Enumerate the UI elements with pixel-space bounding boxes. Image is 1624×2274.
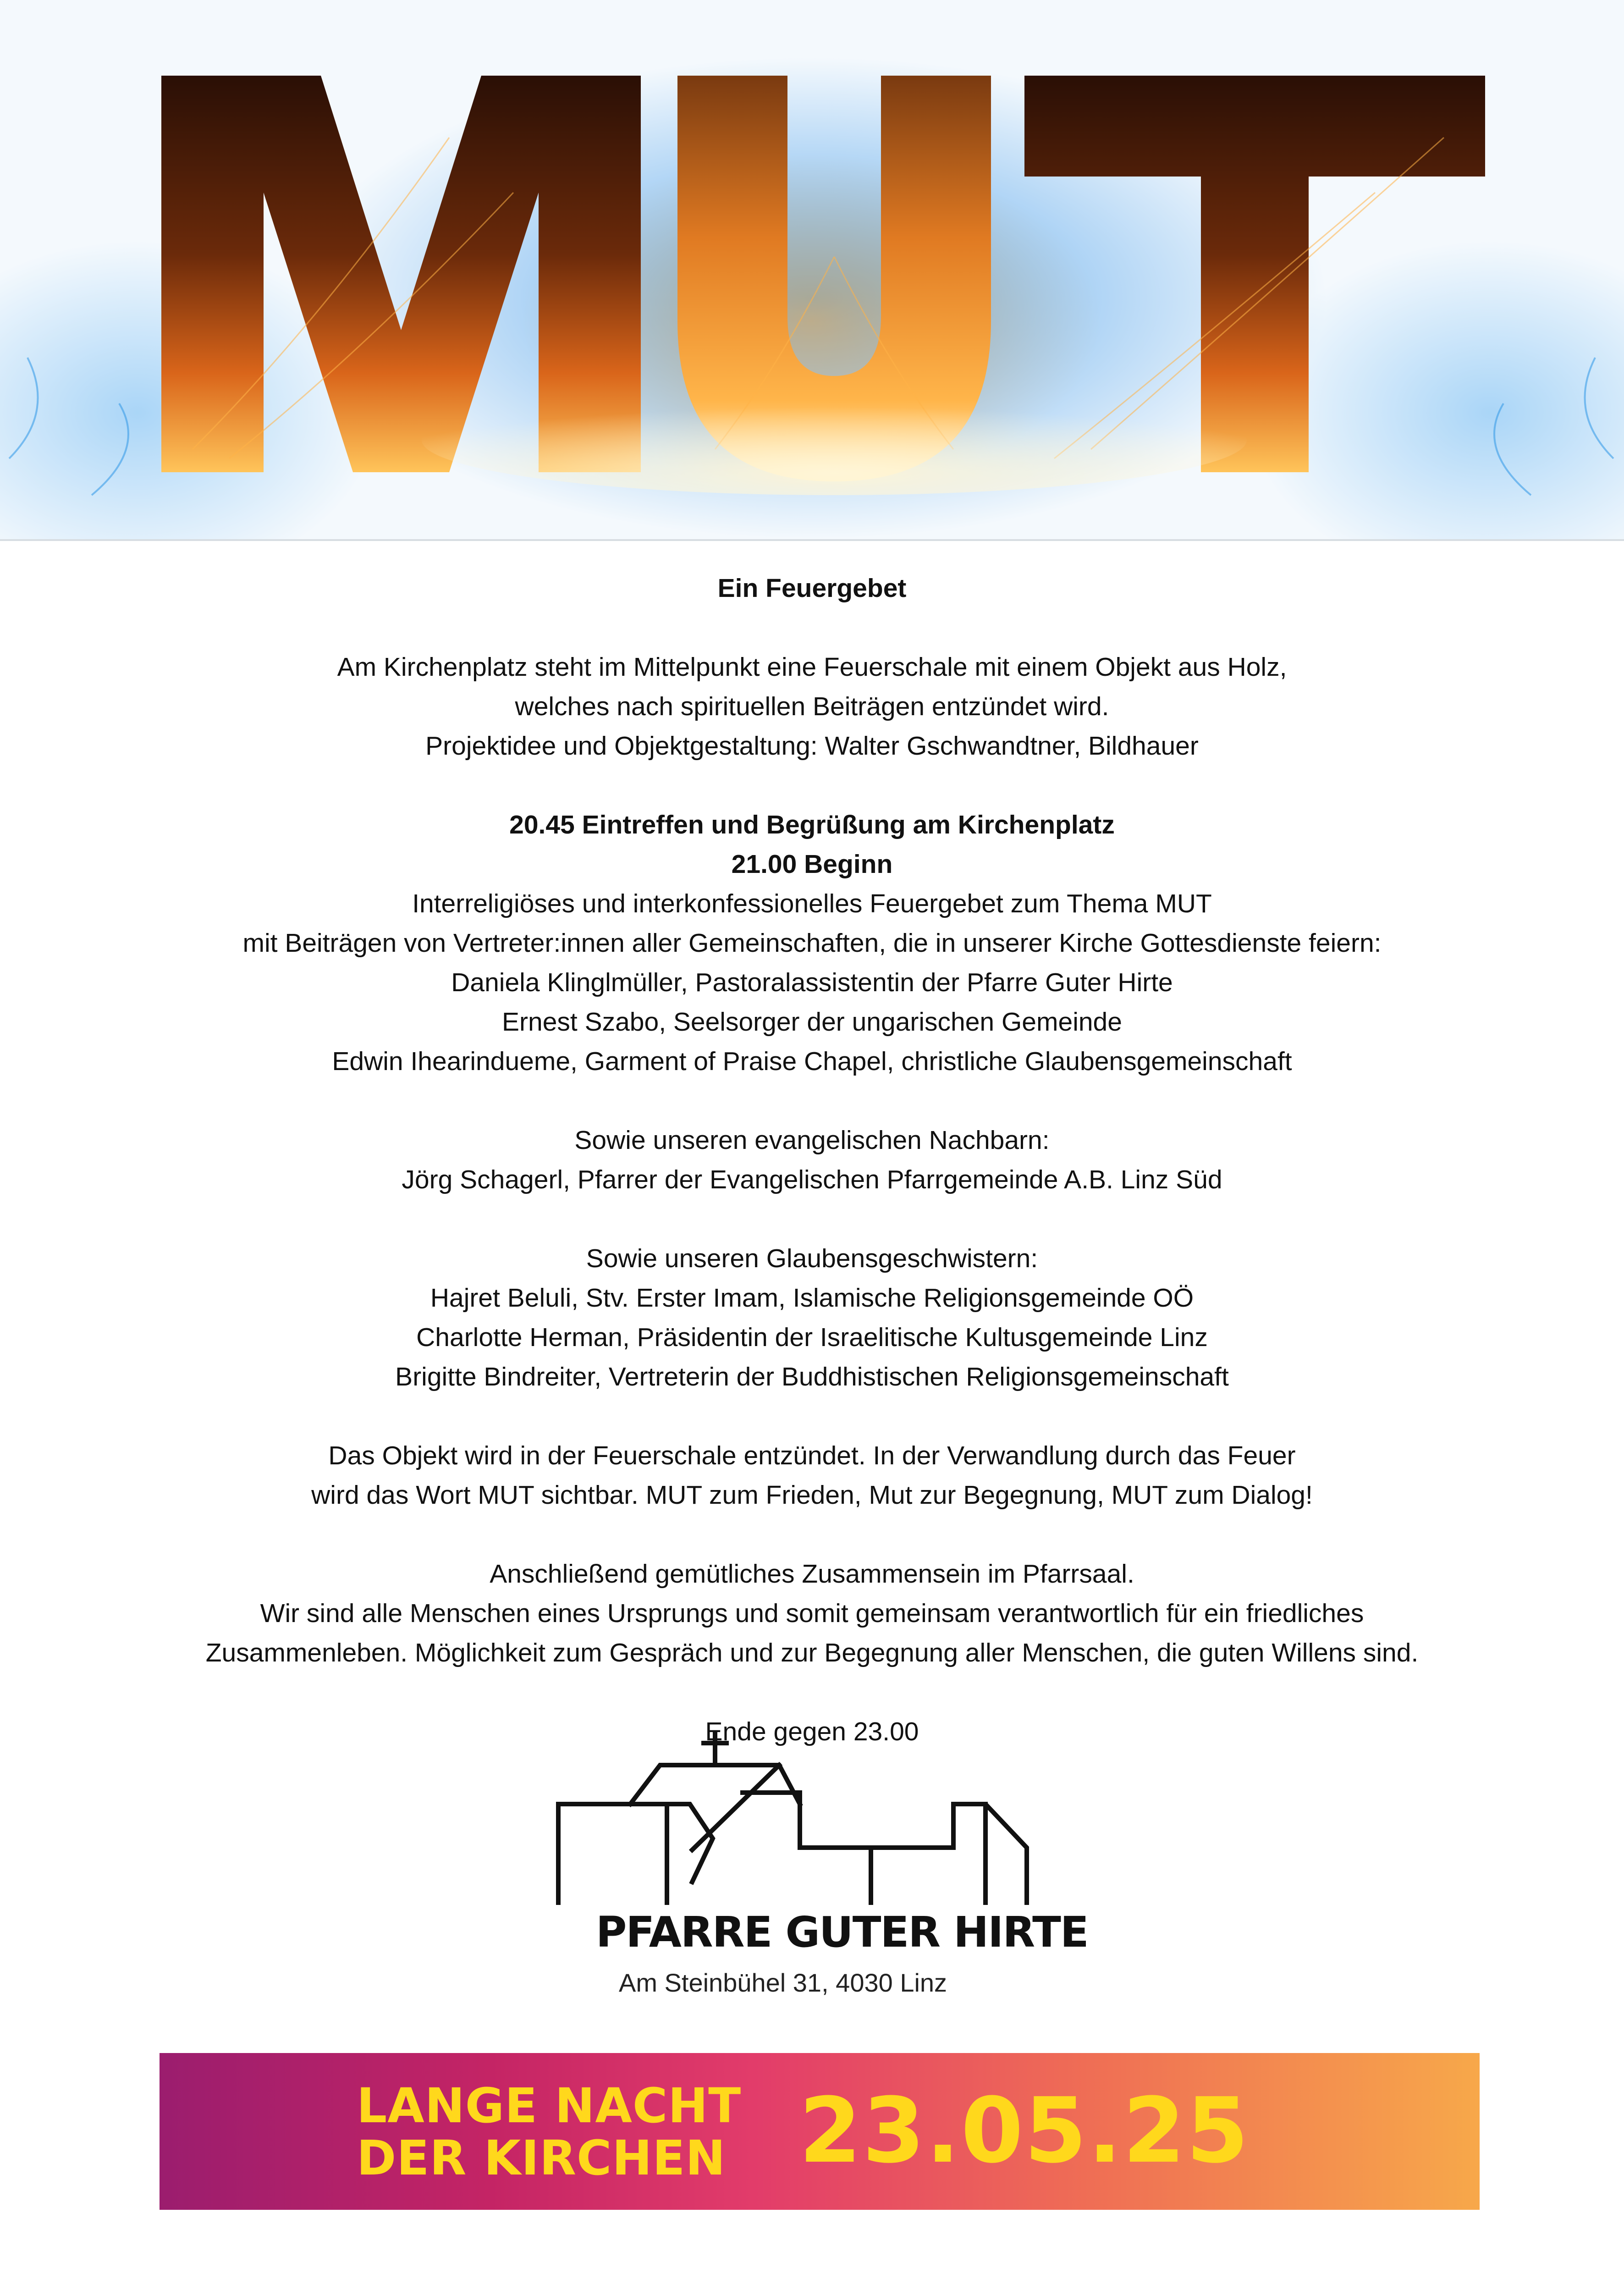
end-time: Ende gegen 23.00 — [705, 1717, 919, 1746]
event-banner — [160, 2053, 1480, 2210]
fire-illustration — [0, 0, 1624, 541]
logo-address: Am Steinbühel 31, 4030 Linz — [619, 1968, 947, 1997]
intro-line: welches nach spirituellen Beiträgen entzündet wird. — [515, 692, 1109, 721]
neighbors-line: Jörg Schagerl, Pfarrer der Evangelischen Pfarrgemeinde A.B. Linz Süd — [402, 1165, 1222, 1194]
object-line: Das Objekt wird in der Feuerschale entzündet. In der Verwandlung durch das Feuer — [328, 1441, 1296, 1470]
afterwards-line: Wir sind alle Menschen eines Ursprungs und somit gemeinsam verantwortlich für ein friedliches — [260, 1599, 1364, 1628]
banner-line-2: DER KIRCHEN — [357, 2130, 726, 2186]
logo-name: PFARRE GUTER HIRTE — [596, 1908, 1088, 1957]
program-line: Ernest Szabo, Seelsorger der ungarischen Gemeinde — [502, 1007, 1122, 1037]
object-line: wird das Wort MUT sichtbar. MUT zum Frieden, Mut zur Begegnung, MUT zum Dialog! — [311, 1480, 1313, 1510]
neighbors-line: Sowie unseren evangelischen Nachbarn: — [574, 1126, 1050, 1155]
heading: Ein Feuergebet — [717, 574, 907, 603]
afterwards-line: Zusammenleben. Möglichkeit zum Gespräch und zur Begegnung aller Menschen, die guten Willens sind. — [205, 1638, 1419, 1667]
church-outline-icon — [555, 1728, 1077, 1907]
program-line: Daniela Klinglmüller, Pastoralassistentin der Pfarre Guter Hirte — [451, 968, 1173, 997]
hero-divider — [0, 539, 1624, 541]
siblings-line: Sowie unseren Glaubensgeschwistern: — [586, 1244, 1038, 1273]
intro-line: Am Kirchenplatz steht im Mittelpunkt eine Feuerschale mit einem Objekt aus Holz, — [337, 652, 1287, 682]
program-line: Edwin Ihearindueme, Garment of Praise Chapel, christliche Glaubensgemeinschaft — [332, 1047, 1292, 1076]
siblings-line: Hajret Beluli, Stv. Erster Imam, Islamische Religionsgemeinde OÖ — [430, 1283, 1194, 1313]
event-description — [55, 568, 1569, 1751]
banner-date: 23.05.25 — [799, 2079, 1250, 2183]
afterwards-line: Anschließend gemütliches Zusammensein im Pfarrsaal. — [490, 1559, 1134, 1589]
siblings-line: Brigitte Bindreiter, Vertreterin der Buddhistischen Religionsgemeinschaft — [395, 1362, 1229, 1391]
hero-image — [0, 0, 1624, 541]
intro-line: Projektidee und Objektgestaltung: Walter Gschwandtner, Bildhauer — [425, 731, 1199, 761]
program-line: Interreligiöses und interkonfessionelles Feuergebet zum Thema MUT — [412, 889, 1212, 918]
siblings-line: Charlotte Herman, Präsidentin der Israelitische Kultusgemeinde Linz — [416, 1323, 1208, 1352]
program-line: mit Beiträgen von Vertreter:innen aller Gemeinschaften, die in unserer Kirche Gottesdienste feiern: — [242, 928, 1382, 958]
schedule-arrival: 20.45 Eintreffen und Begrüßung am Kirchenplatz — [509, 810, 1115, 839]
schedule-start: 21.00 Beginn — [731, 850, 893, 879]
banner-line-1: LANGE NACHT — [357, 2078, 742, 2134]
